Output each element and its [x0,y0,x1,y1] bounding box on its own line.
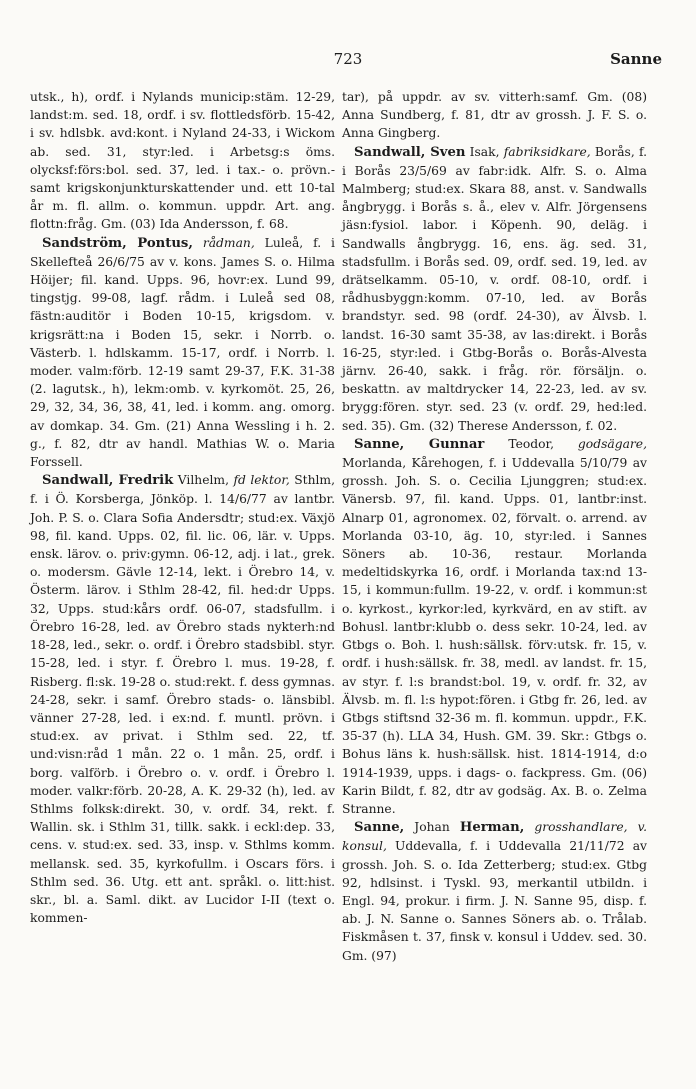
left-column [30,88,335,927]
entry-sanne-herman [342,818,647,965]
entry-sanne-gunnar [342,435,647,818]
entry-sandstrom-pontus [30,234,335,472]
entry-name-rest: Vilhelm, [173,473,229,488]
entry-name-rest: Isak, [465,144,500,159]
page-header [30,50,666,80]
entry-sandwall-sven [342,143,647,435]
entry-continuation: utsk., h), ordf. i Nylands municip:stäm. 12-29, landst:m. sed. 18, ordf. i sv. flottledsförb. 15-42, i sv. hdlsbk. avd:kont. i Nyland 24-33, i Wickom ab. sed. 31, styr:led. i Arbetsg:s öms. olycksf:förs:bol. sed. 37, led. i tax.- o. prövn.- samt krigskonjunkturskattender und. ett 10-tal år m. fl. allm. o. kommun. uppdr. Art. ang. flottn:fråg. Gm. (03) Ida Andersson, f. 68. [30,90,335,232]
entry-title: fabriksidkare, [499,144,591,159]
entry-text: Sthlm, f. i Ö. Korsberga, Jönköp. l. 14/6/77 av lantbr. Joh. P. S. o. Clara Sofia Andersdtr; stud:ex. Växjö 98, fil. kand. Upps. 02, fil. lic. 06, lär. v. Upps. ensk. lärov. o. priv:gymn. 06-12, adj. i lat., grek. o. modersm. Gävle 12-14, lekt. i Örebro 14, v. Österm. lärov. i Sthlm 28-42, fil. hed:dr Upps. 32, Upps. stud:kårs ordf. 06-07, stadsfullm. i Örebro 16-28, led. av Örebro stads nykterh:nd 18-28, led., sekr. o. ordf. i Örebro stadsbibl. styr. 15-28, led. i styr. f. Örebro l. mus. 19-28, f. Risberg. fl:sk. 19-28 o. stud:rekt. f. dess gymnas. 24-28, sekr. i samf. Örebro stads- o. länsbibl. vänner 27-28, led. i ex:nd. f. muntl. prövn. i stud:ex. av privat. i Sthlm sed. 22, tf. und:visn:råd 1 mån. 22 o. 1 mån. 25, ordf. i borg. valförb. i Örebro o. v. ordf. i Örebro l. moder. valkr:förb. 20-28, A. K. 29-32 (h), led. av Sthlms folksk:direkt. 30, v. ordf. 34, rekt. f. Wallin. sk. i Sthlm 31, tillk. sakk. i eckl:dep. 33, cens. v. stud:ex. sed. 33, insp. v. Sthlms komm. mellansk. sed. 35, kyrkofullm. i Oscars förs. i Sthlm sed. 36. Utg. ett ant. språkl. o. litt:hist. skr., bl. a. Saml. dikt. av Lucidor I-II (text o. kommen- [30,473,336,926]
entry-continuation: tar), på uppdr. av sv. vitterh:samf. Gm. (08) Anna Sundberg, f. 81, dtr av grossh. J. F. S. o. Anna Gingberg. [342,90,647,141]
entry-name-rest: Teodor, [484,436,554,451]
entry-name: Sanne, Gunnar [354,436,485,452]
right-column [342,88,647,965]
entry-title: fd lektor, [229,473,290,488]
entry-text: Borås, f. i Borås 23/5/69 av fabr:idk. Alfr. S. o. Alma Malmberg; stud:ex. Skara 88, anst. v. Sandwalls ångbrygg. i Borås s. å., elev v. Alfr. Jörgensens jäsn:fysiol. labor. i Köpenh. 90, deläg. i Sandwalls ångbrygg. 16, ens. äg. sed. 31, stadsfullm. i Borås sed. 09, ordf. sed. 19, led. av drätselkamm. 05-10, v. ordf. 08-10, ordf. i rådhusbyggn:komm. 07-10, led. av Borås brandstyr. sed. 98 (ordf. 24-30), av Älvsb. l. landst. 16-30 samt 35-38, av las:direkt. i Borås 16-25, styr:led. i Gtbg-Borås o. Borås-Alvesta järnv. 26-40, sakk. i fråg. rör. försäljn. o. beskattn. av maltdrycker 14, 22-23, led. av sv. brygg:fören. styr. sed. 23 (v. ordf. 29, hed:led. sed. 35). Gm. (32) Therese Andersson, f. 02. [342,144,647,433]
entry-name-rest: Johan [404,820,460,835]
entry-text: Uddevalla, f. i Uddevalla 21/11/72 av grossh. Joh. S. o. Ida Zetterberg; stud:ex. Gtbg 92, hdlsinst. i Tyskl. 93, merkantil utbildn. i Engl. 94, prokur. i firm. J. N. Sanne 95, disp. f. ab. J. N. Sanne o. Sannes Söners ab. o. Trålab. Fiskmåsen t. 37, finsk v. konsul i Uddev. sed. 30. Gm. (97) [342,839,647,963]
entry-title: godsägare, [553,436,647,451]
entry-title: grosshandlare, v. konsul, [342,820,647,854]
page-number: 723 [333,50,363,68]
entry-text: Morlanda, Kårehogen, f. i Uddevalla 5/10/79 av grossh. Joh. S. o. Cecilia Ljunggren; stud:ex. Vänersb. 97, fil. kand. Upps. 01, lantbr:inst. Alnarp 01, agronomex. 02, förvalt. o. arrend. av Morlanda 03-10, äg. 10, styr:led. i Sannes Söners ab. 10-36, restaur. Morlanda medeltidskyrka 16, ordf. i Morlanda tax:nd 13-15, i kommun:fullm. 19-22, v. ordf. i kommun:st o. kyrkost., kyrkor:led, kyrkvärd, en av stift. av Bohusl. lantbr:klubb o. dess sekr. 10-24, led. av Gtbgs o. Boh. l. hush:sällsk. förv:utsk. fr. 15, v. ordf. i hush:sällsk. fr. 38, medl. av landst. fr. 15, av styr. f. l:s brandst:bol. 19, v. ordf. fr. 32, av Älvsb. m. fl. l:s hypot:fören. i Gtbg fr. 26, led. av Gtbgs stiftsnd 32-36 m. fl. kommun. uppdr., F.K. 35-37 (h). LLA 34, Hush. GM. 39. Skr.: Gtbgs o. Bohus läns k. hush:sällsk. hist. 1814-1914, d:o 1914-1939, upps. i dags- o. fackpress. Gm. (06) Karin Bildt, f. 82, dtr av godsäg. Ax. B. o. Zelma Stranne. [342,456,647,816]
entry-name-bold: Herman, [459,820,525,836]
running-head: Sanne [610,50,662,68]
entry-title: rådman, [202,235,255,250]
entry-name: Sandwall, Sven [354,144,466,160]
entry-text: Luleå, f. i Skellefteå 26/6/75 av v. kons. James S. o. Hilma Höijer; fil. kand. Upps. 96, hovr:ex. Lund 99, tingstjg. 99-08, lagf. rådm. i Luleå sed 08, fästn:auditör i Boden 10-15, krigsdom. v. krigsrätt:na i Boden 15, sekr. i Norrb. o. Västerb. l. hdlskamm. 15-17, ordf. i Norrb. l. moder. valm:förb. 12-19 samt 29-37, F.K. 31-38 (2. lagutsk., h), lekm:omb. v. kyrkomöt. 25, 26, 29, 32, 34, 36, 38, 41, led. i komm. ang. omorg. av domkap. 34. Gm. (21) Anna Wessling i h. 2. g., f. 82, dtr av handl. Mathias W. o. Maria Forssell. [30,235,335,470]
entry-name: Sandström, Pontus, [42,235,193,251]
entry-sandwall-fredrik [30,471,335,927]
entry-name: Sandwall, Fredrik [42,473,174,489]
entry-name: Sanne, [354,820,405,836]
